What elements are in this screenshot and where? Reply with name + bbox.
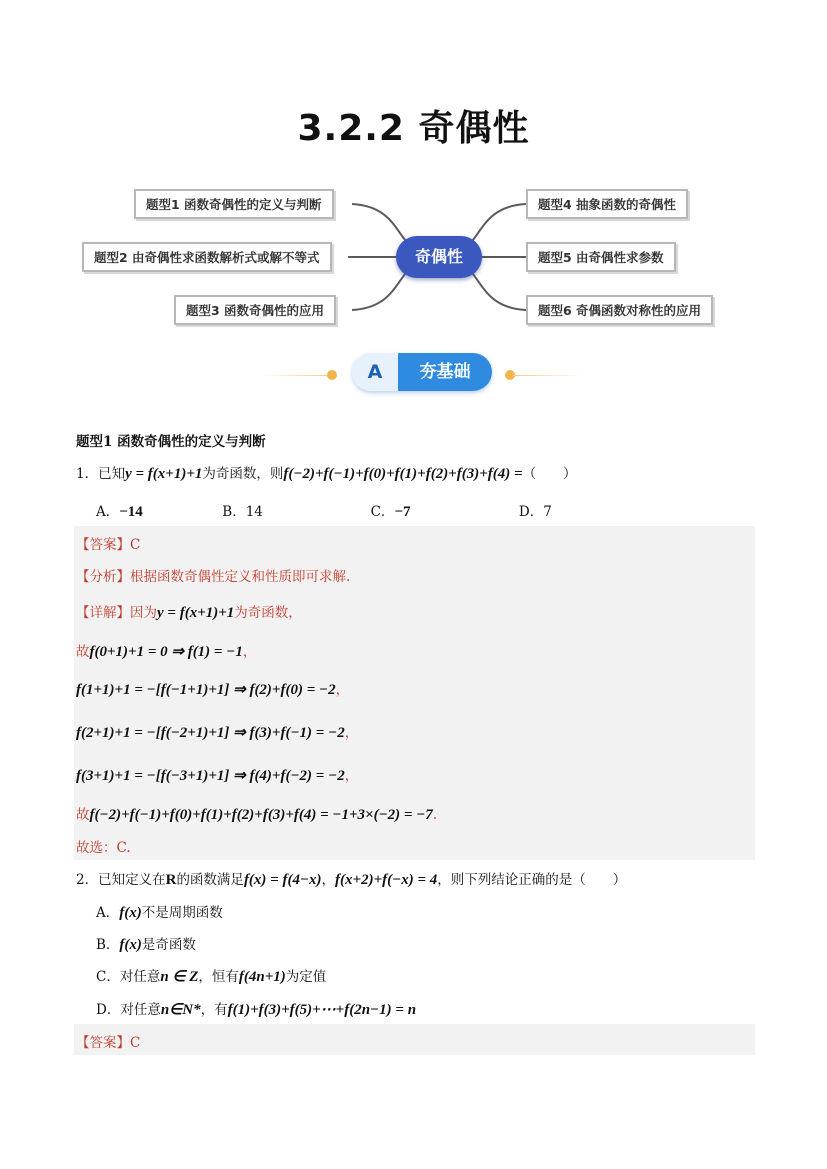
answer-1-value: C xyxy=(130,537,141,553)
question-1-options xyxy=(96,500,552,521)
badge-dot-left xyxy=(327,370,337,380)
section-badge-text: 夯基础 xyxy=(398,353,492,391)
detail-line-4: f(3+1)+1 = −[f(−3+1)+1] ⇒ f(4)+f(−2) = −2， xyxy=(76,768,359,784)
question-2-option-d: D．对任意n∈N*，有f(1)+f(3)+f(5)+⋯+f(2n−1) = n xyxy=(96,1002,417,1018)
question-2-option-b: B．f(x)是奇函数 xyxy=(96,937,196,953)
detail-line-5: 故f(−2)+f(−1)+f(0)+f(1)+f(2)+f(3)+f(4) = −1+3×(−2) = −7. xyxy=(76,807,438,823)
page-title: 3.2.2 奇偶性 xyxy=(297,108,530,149)
question-2-option-c: C．对任意n ∈ Z，恒有f(4n+1)为定值 xyxy=(96,969,327,985)
mindmap-center: 奇偶性 xyxy=(396,236,482,278)
answer-2-box xyxy=(74,1024,755,1055)
question-2-option-a: A．f(x)不是周期函数 xyxy=(96,905,223,921)
option-d: D．7 xyxy=(518,504,552,520)
mindmap-node-topic2: 题型2 由奇偶性求函数解析式或解不等式 xyxy=(82,242,332,272)
mindmap-node-topic3: 题型3 函数奇偶性的应用 xyxy=(174,295,336,325)
question-1-expr-1: y = f(x+1)+1 xyxy=(125,466,203,482)
topic-heading: 题型1 函数奇偶性的定义与判断 xyxy=(76,434,266,450)
answer-2 xyxy=(76,1031,140,1051)
badge-line-right xyxy=(512,375,582,376)
analysis-1 xyxy=(76,565,350,585)
question-2-number: 2．已知定义在 xyxy=(76,872,166,888)
mindmap-node-topic6: 题型6 奇偶函数对称性的应用 xyxy=(526,295,713,325)
answer-2-tag: 【答案】 xyxy=(76,1035,130,1051)
choose-1: 故选：C. xyxy=(76,840,131,856)
detail-line-2: f(1+1)+1 = −[f(−1+1)+1] ⇒ f(2)+f(0) = −2， xyxy=(76,682,350,698)
detail-1: 【详解】因为y = f(x+1)+1为奇函数， xyxy=(76,605,302,621)
question-1-number: 1．已知 xyxy=(76,466,126,482)
mindmap-node-topic5: 题型5 由奇偶性求参数 xyxy=(526,242,676,272)
question-1-expr-2: f(−2)+f(−1)+f(0)+f(1)+f(2)+f(3)+f(4) = xyxy=(283,466,523,482)
question-1 xyxy=(76,462,577,483)
option-b: B．14 xyxy=(222,504,263,520)
question-1-tail: （ ） xyxy=(522,466,577,482)
option-c: C．−7 xyxy=(370,504,411,520)
option-a: A．−14 xyxy=(96,504,143,520)
answer-1-tag: 【答案】 xyxy=(76,537,130,553)
section-badge xyxy=(352,353,492,391)
mindmap-node-topic1: 题型1 函数奇偶性的定义与判断 xyxy=(134,189,334,219)
detail-1-tag: 【详解】 xyxy=(76,605,130,621)
answer-1 xyxy=(76,533,140,553)
badge-line-left xyxy=(262,375,332,376)
mindmap-connectors xyxy=(0,0,827,340)
mindmap-node-topic4: 题型4 抽象函数的奇偶性 xyxy=(526,189,688,219)
detail-line-3: f(2+1)+1 = −[f(−2+1)+1] ⇒ f(3)+f(−1) = −2， xyxy=(76,725,359,741)
analysis-1-text: 根据函数奇偶性定义和性质即可求解. xyxy=(130,569,351,585)
question-1-mid: 为奇函数，则 xyxy=(202,466,284,482)
detail-1-expr: y = f(x+1)+1 xyxy=(157,605,235,621)
section-badge-letter: A xyxy=(352,353,398,391)
question-2: 2．已知定义在R的函数满足f(x) = f(4−x)，f(x+2)+f(−x) = 4，则下列结论正确的是（ ） xyxy=(76,872,627,888)
analysis-1-tag: 【分析】 xyxy=(76,569,130,585)
answer-2-value: C xyxy=(130,1035,141,1051)
detail-line-1: 故f(0+1)+1 = 0 ⇒ f(1) = −1， xyxy=(76,644,257,660)
